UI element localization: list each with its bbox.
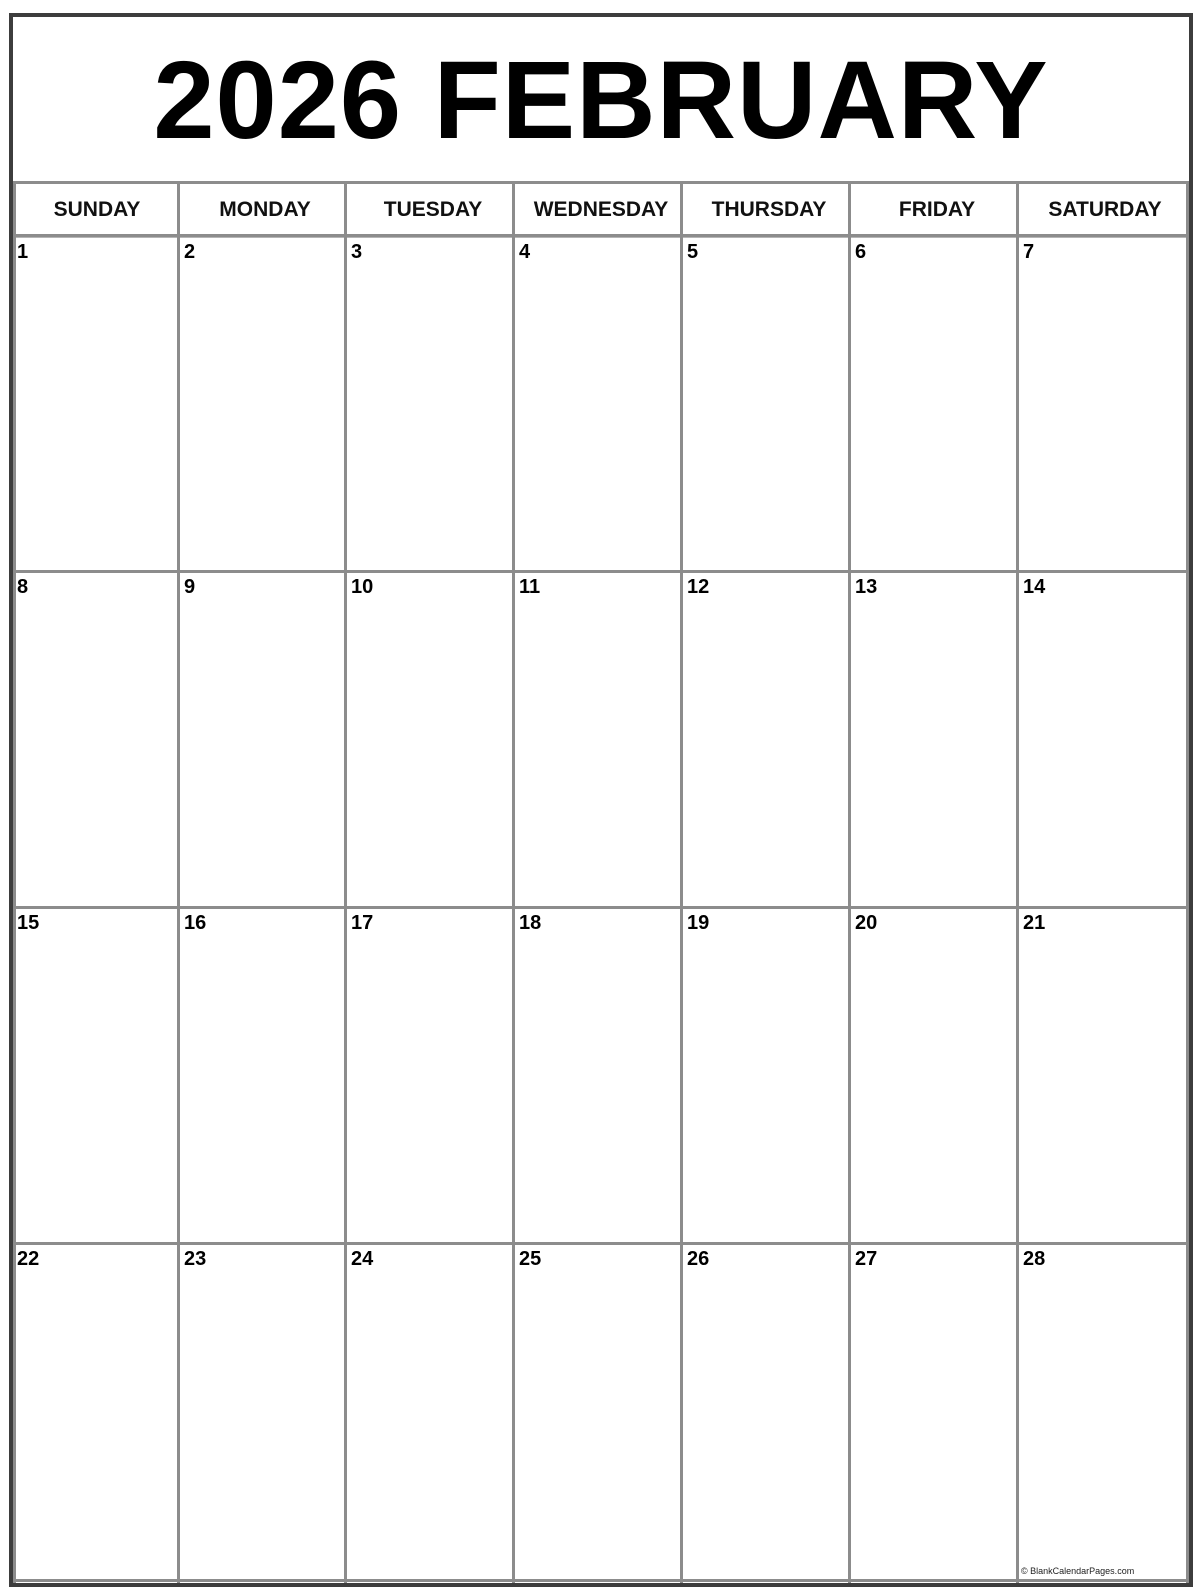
day-number: 24 — [351, 1248, 374, 1270]
day-number: 15 — [17, 912, 40, 934]
day-number: 9 — [184, 576, 196, 598]
day-cell[interactable] — [1019, 909, 1186, 1242]
bottom-inner-line — [13, 1579, 1189, 1582]
day-number: 2 — [184, 241, 196, 263]
day-cell[interactable] — [180, 909, 344, 1242]
weekday-tuesday: TUESDAY — [383, 197, 483, 221]
day-cell[interactable] — [13, 909, 177, 1242]
day-number: 12 — [687, 576, 710, 598]
day-number: 1 — [17, 241, 29, 263]
day-cell[interactable] — [13, 1245, 177, 1579]
day-number: 13 — [855, 576, 878, 598]
weekday-monday: MONDAY — [219, 197, 311, 221]
day-cell[interactable] — [180, 573, 344, 906]
weekday-sunday: SUNDAY — [53, 197, 141, 221]
day-number: 16 — [184, 912, 207, 934]
weekday-saturday: SATURDAY — [1048, 197, 1162, 221]
right-inner-line — [1186, 181, 1189, 1583]
day-number: 27 — [855, 1248, 878, 1270]
day-cell[interactable] — [347, 573, 512, 906]
day-number: 18 — [519, 912, 542, 934]
day-number: 17 — [351, 912, 374, 934]
day-cell[interactable] — [347, 238, 512, 570]
day-number: 19 — [687, 912, 710, 934]
day-cell[interactable] — [1019, 573, 1186, 906]
day-number: 3 — [351, 241, 363, 263]
calendar-header — [13, 17, 1189, 181]
day-cell[interactable] — [13, 238, 177, 570]
day-cell[interactable] — [683, 1245, 848, 1579]
weekday-wednesday: WEDNESDAY — [533, 197, 669, 221]
day-cell[interactable] — [1019, 238, 1186, 570]
day-number: 8 — [17, 576, 29, 598]
day-cell[interactable] — [1019, 1245, 1186, 1579]
day-cell[interactable] — [13, 573, 177, 906]
day-cell[interactable] — [851, 238, 1016, 570]
day-number: 10 — [351, 576, 374, 598]
weekday-header-row — [13, 184, 1189, 235]
copyright-text: © BlankCalendarPages.com — [1021, 1566, 1135, 1576]
day-number: 11 — [519, 576, 541, 598]
weekday-thursday: THURSDAY — [711, 197, 827, 221]
day-number: 4 — [519, 241, 531, 263]
weekday-friday: FRIDAY — [898, 197, 976, 221]
day-cell[interactable] — [683, 573, 848, 906]
day-number: 5 — [687, 241, 699, 263]
day-number: 21 — [1023, 912, 1046, 934]
day-cell[interactable] — [683, 909, 848, 1242]
day-cell[interactable] — [347, 909, 512, 1242]
day-number: 7 — [1023, 241, 1035, 263]
day-number: 22 — [17, 1248, 40, 1270]
calendar-page — [9, 13, 1193, 1587]
day-cell[interactable] — [515, 1245, 680, 1579]
calendar-title: 2026 FEBRUARY — [153, 39, 1049, 162]
day-cell[interactable] — [515, 909, 680, 1242]
day-cell[interactable] — [180, 1245, 344, 1579]
day-number: 25 — [519, 1248, 542, 1270]
day-number: 23 — [184, 1248, 207, 1270]
day-cell[interactable] — [180, 238, 344, 570]
day-cell[interactable] — [347, 1245, 512, 1579]
day-cell[interactable] — [515, 573, 680, 906]
day-cell[interactable] — [851, 909, 1016, 1242]
day-number: 20 — [855, 912, 878, 934]
day-cell[interactable] — [851, 1245, 1016, 1579]
day-number: 14 — [1023, 576, 1046, 598]
day-number: 28 — [1023, 1248, 1046, 1270]
day-cell[interactable] — [515, 238, 680, 570]
day-number: 26 — [687, 1248, 710, 1270]
day-number: 6 — [855, 241, 867, 263]
day-cell[interactable] — [683, 238, 848, 570]
day-cell[interactable] — [851, 573, 1016, 906]
